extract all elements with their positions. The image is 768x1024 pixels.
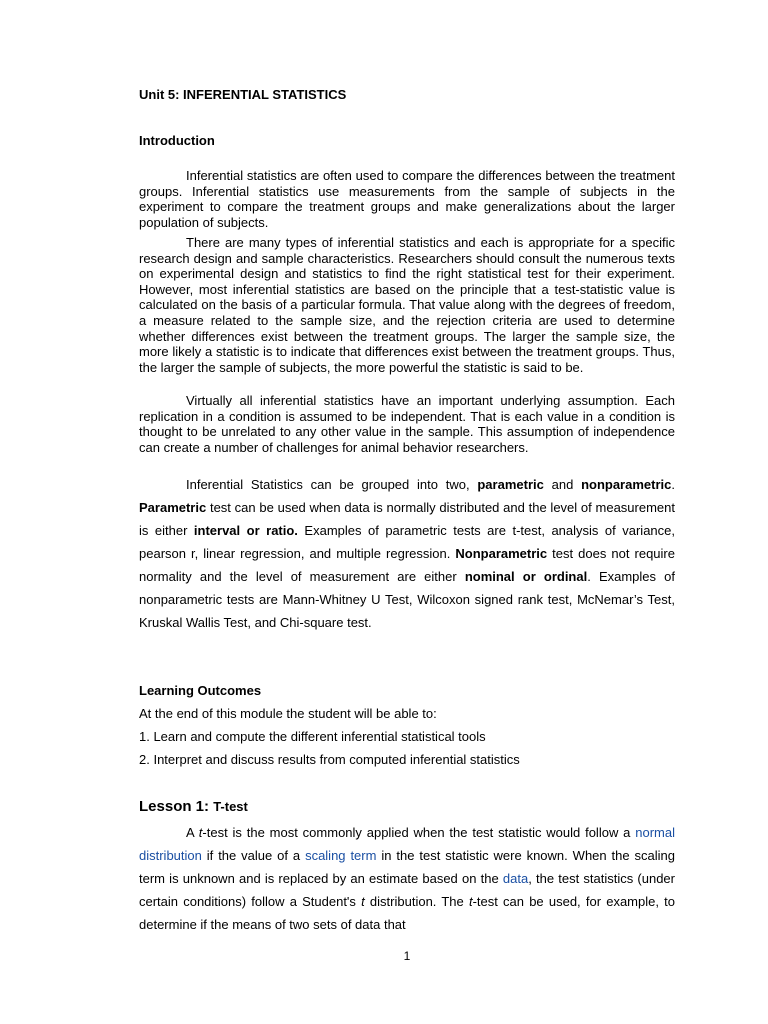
outcome-item-2: 2. Interpret and discuss results from computed inferential statistics <box>139 752 520 767</box>
normal-distribution-link[interactable]: normal distribution <box>139 825 675 863</box>
lesson-subtitle: T-test <box>213 799 248 814</box>
outcome-item-1: 1. Learn and compute the different inferential statistical tools <box>139 729 486 744</box>
outcomes-lead: At the end of this module the student will be able to: <box>139 706 437 721</box>
unit-title: Unit 5: INFERENTIAL STATISTICS <box>139 87 347 102</box>
lesson-paragraph: A t-test is the most commonly applied when the test statistic would follow a normal distribution if the value of a scaling term in the test statistic were known. When the scaling term is unknown and is replaced by an estimate based on the data, the test statistics (under certain conditions) follow a Student's t distribution. The t-test can be used, for example, to determine if the means of two sets of data that <box>139 825 675 932</box>
scaling-term-link[interactable]: scaling term <box>305 848 377 863</box>
introduction-heading: Introduction <box>139 133 215 148</box>
lesson-heading <box>139 798 675 815</box>
intro-paragraph-2: There are many types of inferential statistics and each is appropriate for a specific research design and sample characteristics. Researchers should consult the numerous texts on experimental design and statistics to find the right statistical test for their experiment. However, most inferential statistics are based on the principle that a test-statistic value is calculated on the basis of a particular formula. That value along with the degrees of freedom, a measure related to the sample size, and the rejection criteria are used to determine whether differences exist between the treatment groups. The larger the sample size, the more likely a statistic is to indicate that differences exist between the treatment groups. Thus, the larger the sample of subjects, the more powerful the statistic is said to be. <box>139 235 675 375</box>
intro-paragraph-4: Inferential Statistics can be grouped into two, parametric and nonparametric. Parametric test can be used when data is normally distributed and the level of measurement is either interval or ratio. Examples of parametric tests are t-test, analysis of variance, pearson r, linear regression, and multiple regression. Nonparametric test does not require normality and the level of measurement are either nominal or ordinal. Examples of nonparametric tests are Mann-Whitney U Test, Wilcoxon signed rank test, McNemar’s Test, Kruskal Wallis Test, and Chi-square test. <box>139 477 676 630</box>
intro-paragraph-3: Virtually all inferential statistics have an important underlying assumption. Each replication in a condition is assumed to be independent. That is each value in a condition is thought to be unrelated to any other value in the sample. This assumption of independence can create a number of challenges for animal behavior researchers. <box>139 393 675 455</box>
lesson-label: Lesson 1: <box>139 798 214 815</box>
learning-outcomes-heading: Learning Outcomes <box>139 683 262 698</box>
data-link[interactable]: data <box>502 871 529 886</box>
page-number: 1 <box>403 949 411 963</box>
intro-paragraph-1: Inferential statistics are often used to compare the differences between the treatment groups. Inferential statistics use measurements from the sample of subjects in the experiment to compare the treatment groups and make generalizations about the larger population of subjects. <box>139 168 675 230</box>
